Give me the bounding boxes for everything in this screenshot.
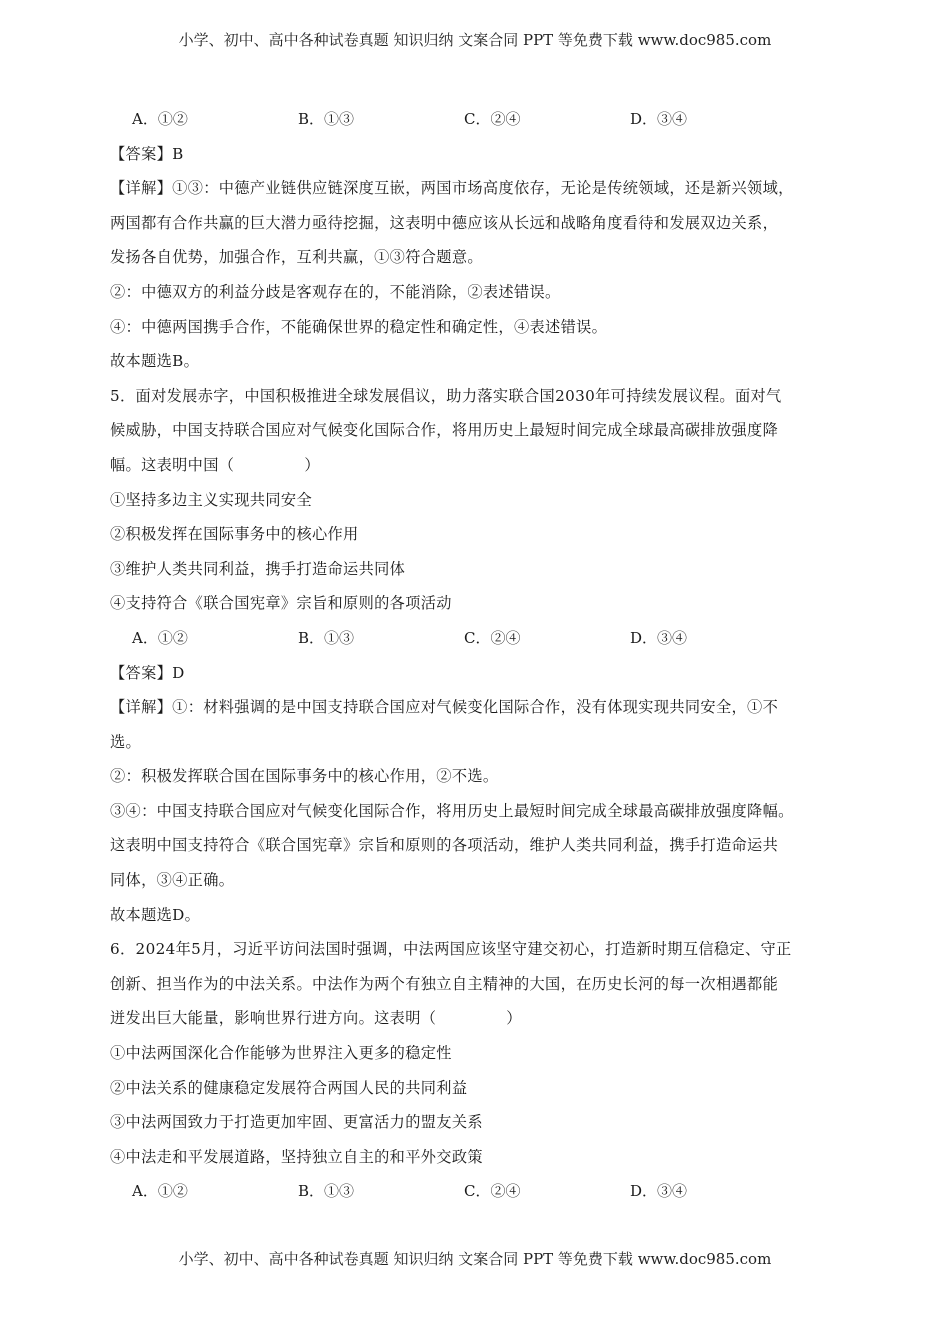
q5-option-c: C．②④	[464, 628, 521, 647]
q5-option-b: B．①③	[298, 628, 355, 647]
q5-detail-line: 这表明中国支持符合《联合国宪章》宗旨和原则的各项活动，维护人类共同利益，携手打造命运共	[110, 836, 779, 855]
q5-choice-2: ②积极发挥在国际事务中的核心作用	[110, 525, 359, 544]
q6-stem-line	[110, 1001, 840, 1036]
q4-option-d: D．③④	[630, 110, 688, 128]
q6-choice-4: ④中法走和平发展道路，坚持独立自主的和平外交政策	[110, 1147, 483, 1166]
q6-option-c: C．②④	[464, 1182, 521, 1201]
q6-option-b: B．①③	[298, 1182, 355, 1201]
answer-value: B	[172, 144, 184, 163]
q6-choice-2: ②中法关系的健康稳定发展符合两国人民的共同利益	[110, 1078, 468, 1097]
q5-stem-line: 5．面对发展赤字，中国积极推进全球发展倡议，助力落实联合国2030年可持续发展议程。面对气	[110, 386, 782, 405]
q5-detail-line: 选。	[110, 732, 142, 751]
q6-option-a: A．①②	[132, 1182, 188, 1201]
q4-detail-line: 发扬各自优势，加强合作，互利共赢，①③符合题意。	[110, 248, 483, 267]
q4-conclusion: 故本题选B。	[110, 352, 200, 371]
q6-options	[110, 1174, 840, 1209]
q5-detail-line: 同体，③④正确。	[110, 871, 235, 890]
detail-text: ①：材料强调的是中国支持联合国应对气候变化国际合作，没有体现实现共同安全，①不	[172, 698, 779, 717]
q4-answer	[110, 137, 840, 172]
q5-option-a: A．①②	[132, 628, 188, 647]
q5-conclusion: 故本题选D。	[110, 905, 201, 924]
q4-detail-line	[110, 171, 840, 206]
q4-detail-line: ④：中德两国携手合作，不能确保世界的稳定性和确定性，④表述错误。	[110, 317, 608, 336]
q6-stem-line: 6．2024年5月，习近平访问法国时强调，中法两国应该坚守建交初心，打造新时期互信稳定、守正	[110, 940, 792, 959]
detail-label: 【详解】	[110, 179, 173, 198]
q6-choice-1: ①中法两国深化合作能够为世界注入更多的稳定性	[110, 1044, 452, 1063]
page-footer: 小学、初中、高中各种试卷真题 知识归纳 文案合同 PPT 等免费下载 www.doc985.com	[178, 1250, 772, 1268]
q5-stem-line: 候威胁，中国支持联合国应对气候变化国际合作，将用历史上最短时间完成全球最高碳排放强度降	[110, 421, 779, 440]
q4-options	[110, 102, 840, 137]
q5-detail-line	[110, 690, 840, 725]
answer-label: 【答案】	[110, 144, 173, 163]
q6-option-d: D．③④	[630, 1182, 688, 1201]
page-header: 小学、初中、高中各种试卷真题 知识归纳 文案合同 PPT 等免费下载 www.doc985.com	[178, 31, 772, 49]
answer-value: D	[172, 663, 185, 682]
stem-text: 幅。这表明中国（	[110, 455, 235, 474]
stem-text: 迸发出巨大能量，影响世界行进方向。这表明（	[110, 1009, 437, 1028]
q4-option-b: B．①③	[298, 110, 355, 128]
q5-stem-line	[110, 448, 840, 483]
q5-options	[110, 621, 840, 656]
q6-stem-line: 创新、担当作为的中法关系。中法作为两个有独立自主精神的大国，在历史长河的每一次相遇都能	[110, 974, 779, 993]
q5-answer	[110, 656, 840, 691]
detail-label: 【详解】	[110, 698, 173, 717]
document-body	[110, 102, 840, 1209]
stem-close-paren: ）	[304, 455, 320, 474]
q5-choice-1: ①坚持多边主义实现共同安全	[110, 490, 312, 509]
q5-option-d: D．③④	[630, 628, 688, 647]
q4-option-c: C．②④	[464, 110, 521, 128]
detail-text: ①③：中德产业链供应链深度互嵌，两国市场高度依存，无论是传统领域，还是新兴领域，	[172, 179, 794, 198]
q5-choice-4: ④支持符合《联合国宪章》宗旨和原则的各项活动	[110, 594, 452, 613]
q5-choice-3: ③维护人类共同利益，携手打造命运共同体	[110, 559, 406, 578]
q6-choice-3: ③中法两国致力于打造更加牢固、更富活力的盟友关系	[110, 1113, 483, 1132]
q4-detail-line: ②：中德双方的利益分歧是客观存在的，不能消除，②表述错误。	[110, 282, 561, 301]
q5-detail-line: ③④：中国支持联合国应对气候变化国际合作，将用历史上最短时间完成全球最高碳排放强度降幅。	[110, 801, 794, 820]
q4-detail-line: 两国都有合作共赢的巨大潜力亟待挖掘，这表明中德应该从长远和战略角度看待和发展双边关系，	[110, 213, 779, 232]
stem-close-paren: ）	[506, 1009, 522, 1028]
q5-detail-line: ②：积极发挥联合国在国际事务中的核心作用，②不选。	[110, 767, 499, 786]
answer-label: 【答案】	[110, 663, 173, 682]
q4-option-a: A．①②	[132, 110, 188, 128]
